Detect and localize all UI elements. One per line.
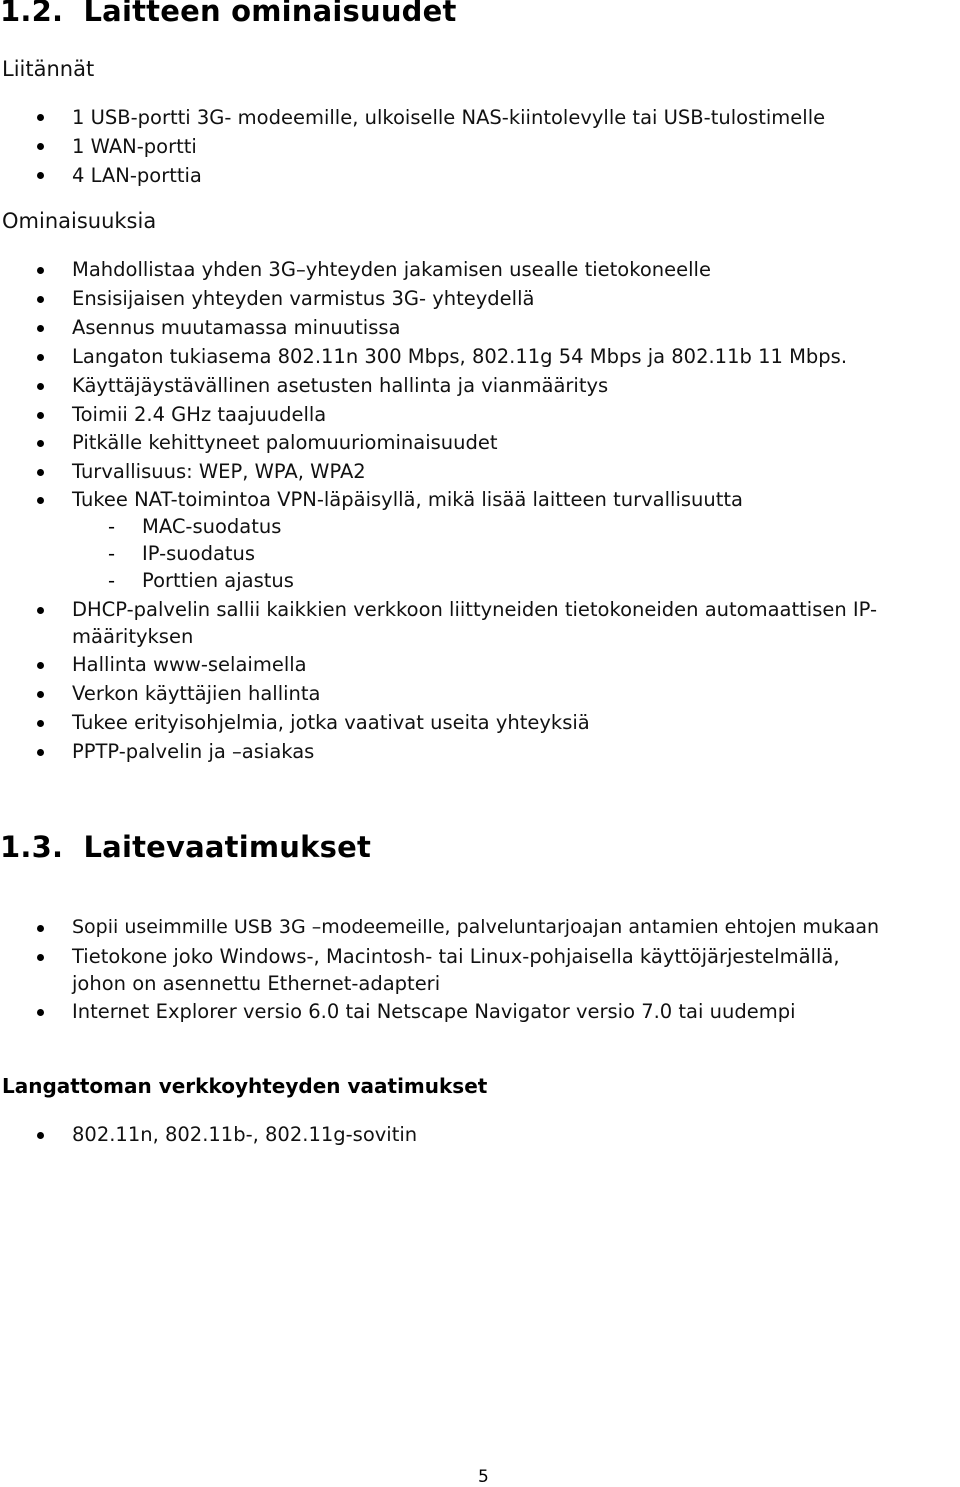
bullet-icon xyxy=(37,662,44,669)
list-item: Sopii useimmille USB 3G –modeemeille, palveluntarjoajan antamien ehtojen mukaan xyxy=(72,916,880,938)
interfaces-heading: Liitännät xyxy=(2,57,95,81)
bullet-icon xyxy=(37,412,44,419)
list-item: Internet Explorer versio 6.0 tai Netscape Navigator versio 7.0 tai uudempi xyxy=(72,1000,796,1023)
list-item: Toimii 2.4 GHz taajuudella xyxy=(72,403,327,426)
list-item: Turvallisuus: WEP, WPA, WPA2 xyxy=(72,460,366,483)
bullet-icon xyxy=(37,296,44,303)
bullet-icon xyxy=(37,354,44,361)
sub-list-item: Porttien ajastus xyxy=(142,569,294,592)
section-number: 1.3. xyxy=(0,830,64,864)
bullet-icon xyxy=(37,114,44,121)
list-item: Verkon käyttäjien hallinta xyxy=(72,682,321,705)
bullet-icon xyxy=(37,383,44,390)
bullet-icon xyxy=(37,469,44,476)
bullet-icon xyxy=(37,749,44,756)
bullet-icon xyxy=(37,925,44,932)
features-heading: Ominaisuuksia xyxy=(2,209,157,233)
bullet-icon xyxy=(37,1009,44,1016)
list-item: 802.11n, 802.11b-, 802.11g-sovitin xyxy=(72,1123,418,1146)
list-item: Tukee erityisohjelmia, jotka vaativat useita yhteyksiä xyxy=(72,711,590,734)
list-item-continuation: määrityksen xyxy=(72,625,194,648)
dash-marker: - xyxy=(108,542,116,565)
bullet-icon xyxy=(37,607,44,614)
bullet-icon xyxy=(37,720,44,727)
bullet-icon xyxy=(37,954,44,961)
bullet-icon xyxy=(37,172,44,179)
list-item: 1 WAN-portti xyxy=(72,135,197,158)
list-item: 4 LAN-porttia xyxy=(72,164,202,187)
bullet-icon xyxy=(37,1132,44,1139)
section-title: Laitevaatimukset xyxy=(83,830,372,864)
list-item: Tietokone joko Windows-, Macintosh- tai Linux-pohjaisella käyttöjärjestelmällä, xyxy=(72,945,840,968)
page-number: 5 xyxy=(478,1467,489,1487)
bullet-icon xyxy=(37,325,44,332)
list-item-continuation: johon on asennettu Ethernet-adapteri xyxy=(72,972,441,995)
list-item: Asennus muutamassa minuutissa xyxy=(72,316,401,339)
wireless-heading: Langattoman verkkoyhteyden vaatimukset xyxy=(2,1074,488,1098)
sub-list-item: MAC-suodatus xyxy=(142,515,282,538)
list-item: PPTP-palvelin ja –asiakas xyxy=(72,740,315,763)
section-title: Laitteen ominaisuudet xyxy=(83,0,457,28)
bullet-icon xyxy=(37,267,44,274)
list-item: 1 USB-portti 3G- modeemille, ulkoiselle NAS-kiintolevylle tai USB-tulostimelle xyxy=(72,106,826,129)
list-item: Tukee NAT-toimintoa VPN-läpäisyllä, mikä lisää laitteen turvallisuutta xyxy=(72,488,743,511)
list-item: Mahdollistaa yhden 3G–yhteyden jakamisen usealle tietokoneelle xyxy=(72,258,711,281)
bullet-icon xyxy=(37,440,44,447)
bullet-icon xyxy=(37,497,44,504)
list-item: Langaton tukiasema 802.11n 300 Mbps, 802.11g 54 Mbps ja 802.11b 11 Mbps. xyxy=(72,345,848,368)
list-item: DHCP-palvelin sallii kaikkien verkkoon liittyneiden tietokoneiden automaattisen IP- xyxy=(72,598,878,621)
section-heading-1-3 xyxy=(0,830,371,864)
list-item: Käyttäjäystävällinen asetusten hallinta ja vianmääritys xyxy=(72,374,609,397)
section-number: 1.2. xyxy=(0,0,64,28)
list-item: Pitkälle kehittyneet palomuuriominaisuudet xyxy=(72,431,498,454)
bullet-icon xyxy=(37,143,44,150)
dash-marker: - xyxy=(108,569,116,592)
bullet-icon xyxy=(37,691,44,698)
list-item: Hallinta www-selaimella xyxy=(72,653,307,676)
section-heading-1-2 xyxy=(0,0,457,28)
sub-list-item: IP-suodatus xyxy=(142,542,256,565)
dash-marker: - xyxy=(108,515,116,538)
list-item: Ensisijaisen yhteyden varmistus 3G- yhteydellä xyxy=(72,287,535,310)
